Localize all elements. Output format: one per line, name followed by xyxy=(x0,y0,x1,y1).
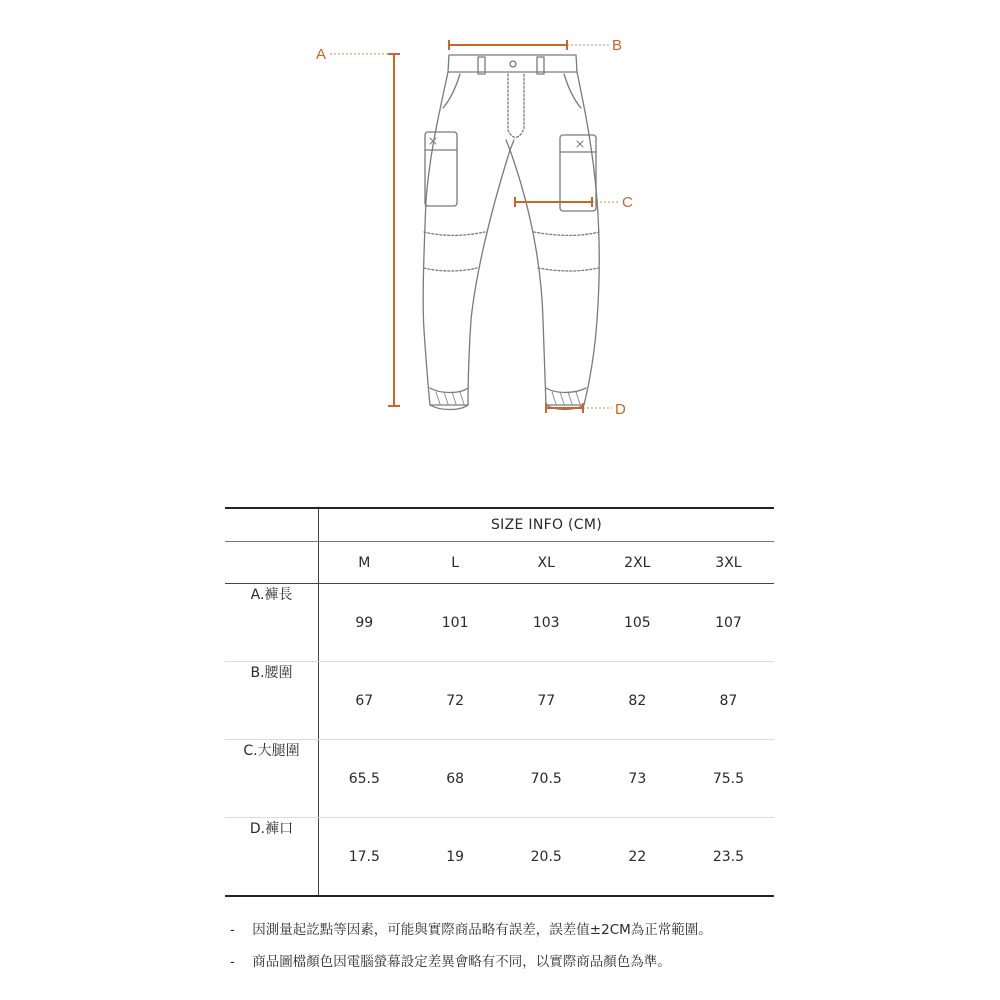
size-header: XL xyxy=(501,542,592,584)
table-cell: 103 xyxy=(501,584,592,662)
table-cell: 75.5 xyxy=(683,740,774,818)
size-header-row xyxy=(225,542,774,584)
notes-list xyxy=(230,914,830,978)
table-title: SIZE INFO (CM) xyxy=(319,508,775,542)
marker-d: D xyxy=(615,401,626,418)
note-text: 因測量起訖點等因素，可能與實際商品略有誤差，誤差值±2CM為正常範圍。 xyxy=(252,922,712,938)
table-cell: 99 xyxy=(319,584,410,662)
table-cell: 87 xyxy=(683,662,774,740)
table-cell: 82 xyxy=(592,662,683,740)
row-label: C.大腿圍 xyxy=(225,740,319,818)
table-cell: 73 xyxy=(592,740,683,818)
table-title-row xyxy=(225,508,774,542)
table-row xyxy=(225,662,774,740)
table-row xyxy=(225,584,774,662)
table-cell: 105 xyxy=(592,584,683,662)
table-cell: 68 xyxy=(410,740,501,818)
table-cell: 101 xyxy=(410,584,501,662)
table-row xyxy=(225,818,774,897)
size-header: 3XL xyxy=(683,542,774,584)
row-label: B.腰圍 xyxy=(225,662,319,740)
table-cell: 17.5 xyxy=(319,818,410,897)
table-cell: 107 xyxy=(683,584,774,662)
marker-a: A xyxy=(316,46,327,63)
size-header: M xyxy=(319,542,410,584)
table-row xyxy=(225,740,774,818)
table-cell: 65.5 xyxy=(319,740,410,818)
table-cell: 23.5 xyxy=(683,818,774,897)
table-cell: 19 xyxy=(410,818,501,897)
table-cell: 72 xyxy=(410,662,501,740)
note-bullet: - xyxy=(230,954,235,970)
size-header: 2XL xyxy=(592,542,683,584)
table-cell: 77 xyxy=(501,662,592,740)
note-item xyxy=(230,946,830,978)
pants-measurement-diagram xyxy=(0,0,1000,440)
cargo-pants-illustration xyxy=(423,55,599,410)
table-cell: 70.5 xyxy=(501,740,592,818)
note-text: 商品圖檔顏色因電腦螢幕設定差異會略有不同，以實際商品顏色為準。 xyxy=(252,954,671,970)
note-bullet: - xyxy=(230,922,235,938)
marker-b: B xyxy=(612,37,623,54)
table-cell: 22 xyxy=(592,818,683,897)
size-info-table xyxy=(225,507,774,897)
measurement-guides xyxy=(330,40,620,413)
table-cell: 20.5 xyxy=(501,818,592,897)
size-header: L xyxy=(410,542,501,584)
table-cell: 67 xyxy=(319,662,410,740)
row-label: A.褲長 xyxy=(225,584,319,662)
marker-c: C xyxy=(622,194,633,211)
row-label: D.褲口 xyxy=(225,818,319,897)
note-item xyxy=(230,914,830,946)
